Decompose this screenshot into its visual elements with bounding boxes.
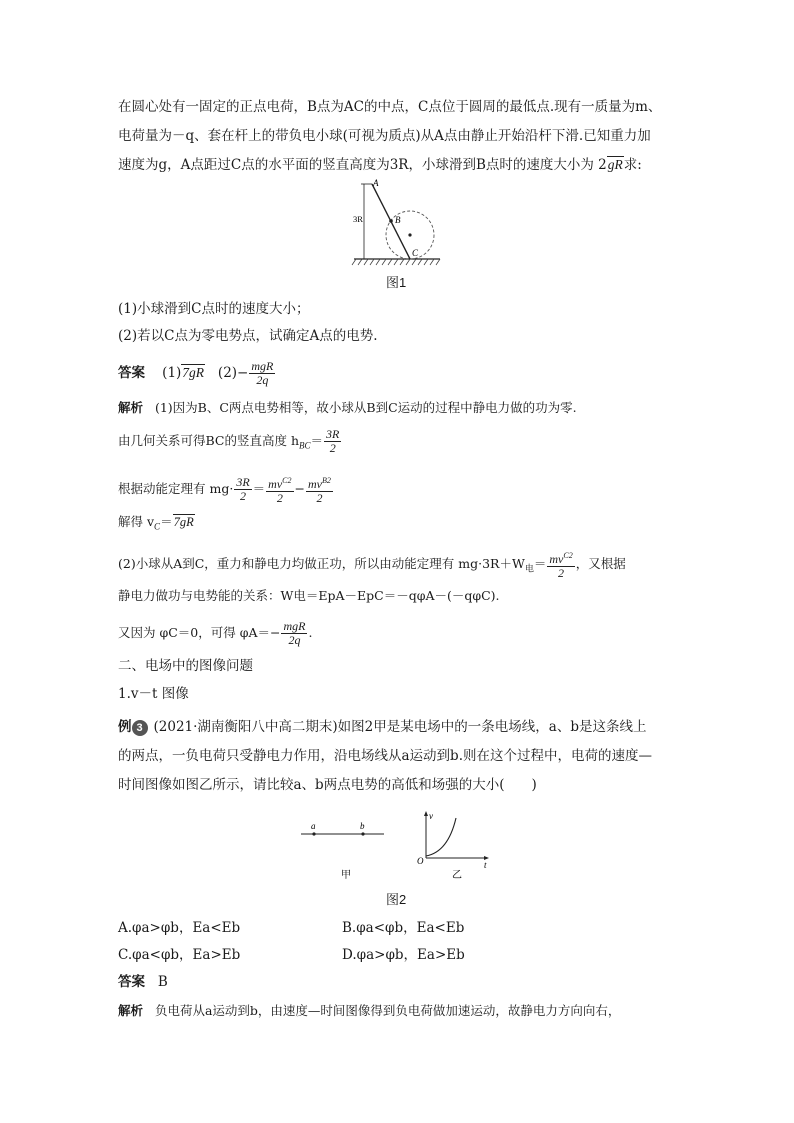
intro-line-1: 在圆心处有一固定的正点电荷，B点为AC的中点，C点位于圆周的最低点.现有一质量为m、 <box>118 99 662 115</box>
fig2-label-yi: 乙 <box>452 870 462 881</box>
fig2-label-jia: 甲 <box>341 870 351 881</box>
fig1-label-height: 3R <box>353 214 363 224</box>
fig1-label-b: B <box>395 215 401 225</box>
option-a: A.φa>φb，Ea<Eb <box>118 920 241 936</box>
intro-line-3: 速度为g，A点距过C点的水平面的竖直高度为3R，小球滑到B点时的速度大小为 2gR求: <box>118 157 642 173</box>
example-number-badge: 3 <box>132 720 148 736</box>
answer-2: 答案 B <box>118 974 168 990</box>
figure-2-caption: 图2 <box>386 892 407 907</box>
analysis-1-line-2: 由几何关系可得BC的竖直高度 $h_{BC}=$ $\frac{3R}{2}$ <box>118 427 340 455</box>
section-subtitle: 1.v－t 图像 <box>118 686 189 702</box>
section-title: 二、电场中的图像问题 <box>118 658 253 674</box>
fig2-label-a: a <box>311 821 316 831</box>
question-1: (1)小球滑到C点时的速度大小； <box>118 301 310 317</box>
question-2: (2)若以C点为零电势点，试确定A点的电势. <box>118 328 378 344</box>
analysis-1-line-3: 根据动能定理有 mg· $\frac{3R}{2}$ ＝ $\frac{mv^{C2}}{2}$ − $\frac{mv^{B2}}{2}$ <box>118 475 331 505</box>
answer-1: 答案 (1)7gR (2)− $\frac{\text{mgR}}{2q}$ <box>118 359 274 387</box>
analysis-1-line-4: 解得 $v_C=7gR$ <box>118 514 194 532</box>
analysis-1-line-6: 静电力做功与电势能的关系：W电＝EpA－EpC＝－qφA－(－qφC). <box>118 588 500 603</box>
fig1-label-a: A <box>373 178 379 188</box>
option-c: C.φa<φb，Ea>Eb <box>118 947 241 963</box>
fig1-label-c: C <box>412 248 419 258</box>
analysis-1-line-1: 解析 (1)因为B、C两点电势相等，故小球从B到C运动的过程中静电力做的功为零. <box>118 400 577 415</box>
figure-2-diagram <box>296 808 506 882</box>
figure-1-caption: 图1 <box>386 275 407 290</box>
example-3-line-2: 的两点，一负电荷只受静电力作用，沿电场线从a运动到b.则在这个过程中，电荷的速度— <box>118 748 652 764</box>
example-3-line-1: 例 3 (2021·湖南衡阳八中高二期末)如图2甲是某电场中的一条电场线，a、b是这条线上 <box>118 719 647 735</box>
analysis-1-line-7: 又因为 φC＝0，可得 φA＝− $\frac{\text{mgR}}{2q}$ . <box>118 619 313 647</box>
option-b: B.φa<φb，Ea<Eb <box>342 920 465 936</box>
option-d: D.φa>φb，Ea>Eb <box>342 947 465 963</box>
fig2-axis-t: t <box>484 860 487 870</box>
fig2-origin: O <box>417 856 424 866</box>
analysis-2: 解析 负电荷从a运动到b，由速度—时间图像得到负电荷做加速运动，故静电力方向向右， <box>118 1003 621 1018</box>
example-3-line-3: 时间图像如图乙所示，请比较a、b两点电势的高低和场强的大小( ) <box>118 777 537 793</box>
figure-1-diagram <box>350 176 450 268</box>
fig2-label-b: b <box>360 821 365 831</box>
fig2-axis-v: v <box>429 811 433 821</box>
analysis-1-line-5: (2)小球从A到C，重力和静电力均做正功，所以由动能定理有 $mg\cdot 3R+W_电=$ $\frac{mv^{C2}}{2}$ ，又根据 <box>118 551 626 580</box>
intro-line-2: 电荷量为－q、套在杆上的带负电小球(可视为质点)从A点由静止开始沿杆下滑.已知重力加 <box>118 128 651 144</box>
